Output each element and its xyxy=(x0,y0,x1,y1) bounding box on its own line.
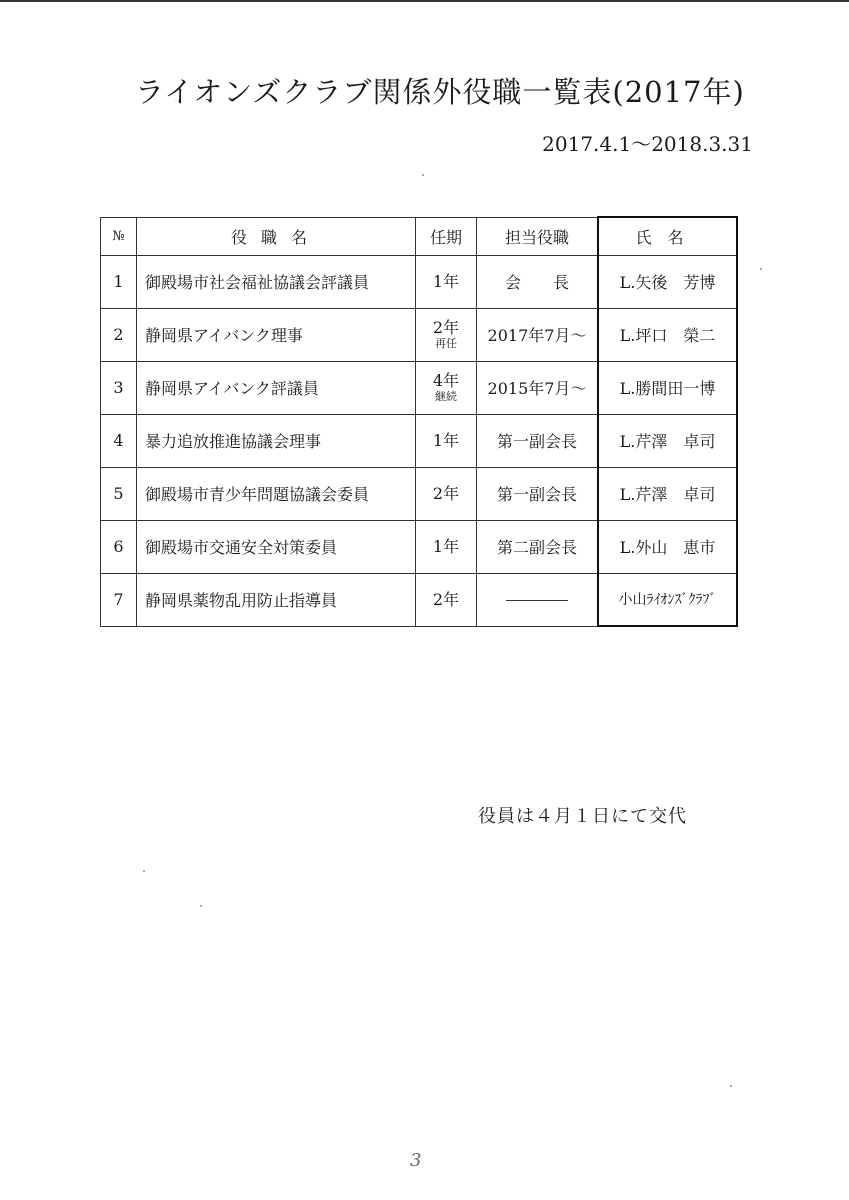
row-term-value: 2年 xyxy=(432,589,460,609)
row-role: 2017年7月～ xyxy=(477,308,599,361)
row-no: 7 xyxy=(101,573,137,626)
row-term-value: 2年 xyxy=(432,317,460,337)
scan-speck xyxy=(422,174,424,176)
row-term-value: 1年 xyxy=(432,536,460,556)
row-no: 1 xyxy=(101,255,137,308)
row-term-value: 1年 xyxy=(432,271,460,291)
row-role: 第一副会長 xyxy=(477,414,599,467)
row-term xyxy=(416,467,477,520)
row-role: 第二副会長 xyxy=(477,520,599,573)
row-name: L.芹澤 卓司 xyxy=(598,467,737,520)
row-term xyxy=(416,308,477,361)
row-no: 6 xyxy=(101,520,137,573)
table-row xyxy=(101,467,738,520)
scan-speck xyxy=(760,268,762,270)
row-no: 2 xyxy=(101,308,137,361)
row-no: 4 xyxy=(101,414,137,467)
scan-top-edge xyxy=(0,0,849,2)
header-position: 役職名 xyxy=(137,217,416,255)
change-note: 役員は４月１日にて交代 xyxy=(478,806,687,827)
row-position: 静岡県アイバンク評議員 xyxy=(137,361,416,414)
table-row xyxy=(101,414,738,467)
row-term-note: 再任 xyxy=(435,336,457,350)
row-role: 会 長 xyxy=(477,255,599,308)
row-term xyxy=(416,361,477,414)
row-no: 3 xyxy=(101,361,137,414)
row-position: 御殿場市青少年問題協議会委員 xyxy=(137,467,416,520)
document-title: ライオンズクラブ関係外役職一覧表(2017年) xyxy=(135,75,745,109)
page-number: 3 xyxy=(410,1150,422,1171)
row-role: 2015年7月～ xyxy=(477,361,599,414)
row-position: 静岡県アイバンク理事 xyxy=(137,308,416,361)
row-position: 暴力追放推進協議会理事 xyxy=(137,414,416,467)
row-term xyxy=(416,414,477,467)
row-term-value: 2年 xyxy=(432,483,460,503)
row-term xyxy=(416,573,477,626)
row-role-empty xyxy=(477,573,599,626)
row-position: 静岡県薬物乱用防止指導員 xyxy=(137,573,416,626)
scan-speck xyxy=(143,870,145,872)
scan-speck xyxy=(200,905,202,907)
positions-table xyxy=(100,216,738,627)
row-role: 第一副会長 xyxy=(477,467,599,520)
table-row xyxy=(101,520,738,573)
row-term-value: 1年 xyxy=(432,430,460,450)
row-name: L.芹澤 卓司 xyxy=(598,414,737,467)
row-position: 御殿場市交通安全対策委員 xyxy=(137,520,416,573)
table-header-row xyxy=(101,217,738,255)
row-no: 5 xyxy=(101,467,137,520)
table-row xyxy=(101,255,738,308)
header-no: № xyxy=(101,217,137,255)
row-name: L.矢後 芳博 xyxy=(598,255,737,308)
header-name: 氏名 xyxy=(598,217,737,255)
row-name: 小山ﾗｲｵﾝｽﾞｸﾗﾌﾞ xyxy=(598,573,737,626)
row-term xyxy=(416,255,477,308)
row-name: L.勝間田一博 xyxy=(598,361,737,414)
dash-mark xyxy=(506,600,568,601)
header-term: 任期 xyxy=(416,217,477,255)
row-name: L.外山 恵市 xyxy=(598,520,737,573)
row-position: 御殿場市社会福祉協議会評議員 xyxy=(137,255,416,308)
row-term-value: 4年 xyxy=(432,370,460,390)
table-row xyxy=(101,573,738,626)
row-term xyxy=(416,520,477,573)
period-range: 2017.4.1～2018.3.31 xyxy=(542,132,753,156)
table-row xyxy=(101,308,738,361)
row-name: L.坪口 榮二 xyxy=(598,308,737,361)
scan-speck xyxy=(730,1085,732,1087)
table-row xyxy=(101,361,738,414)
row-term-note: 継続 xyxy=(435,389,457,403)
header-role: 担当役職 xyxy=(477,217,599,255)
